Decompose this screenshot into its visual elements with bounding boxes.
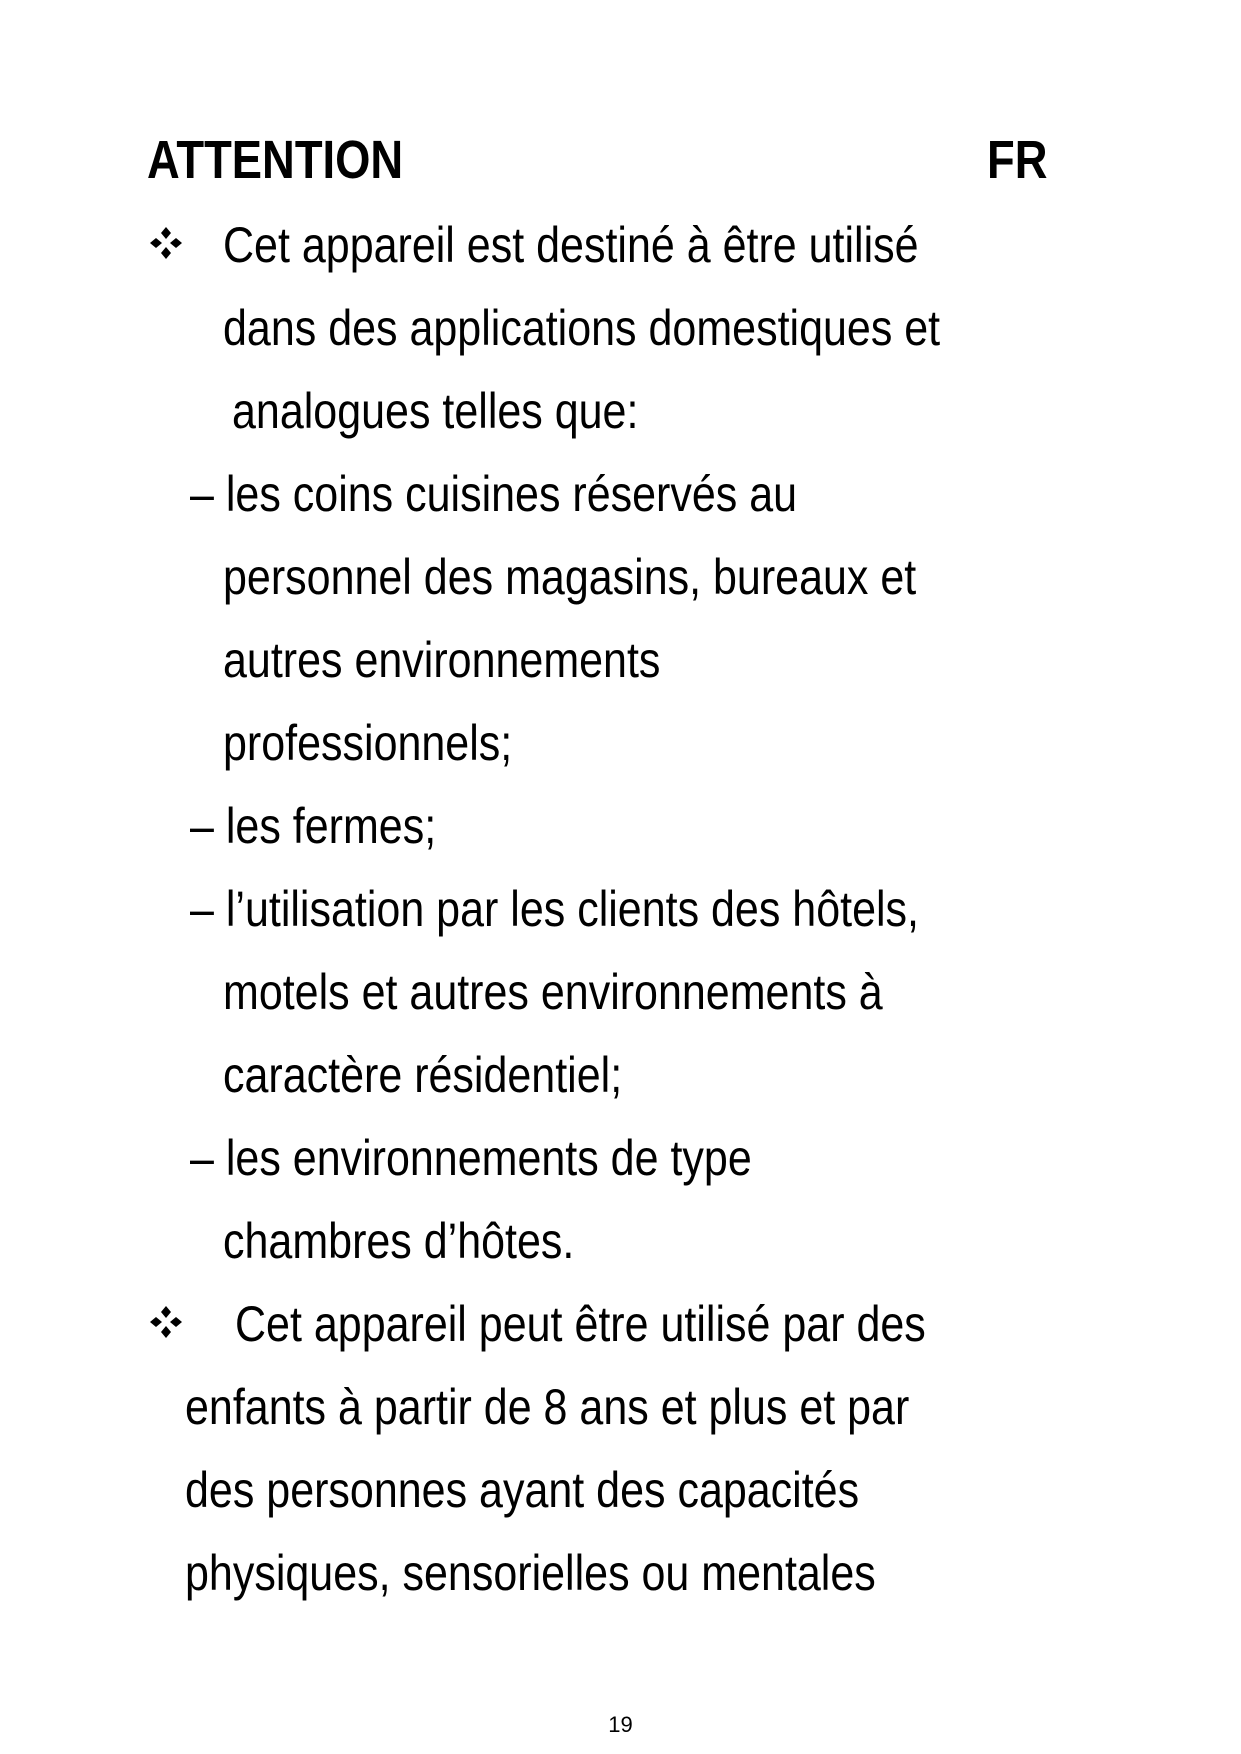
list-item-1-line-1: – les coins cuisines réservés au — [190, 466, 798, 522]
list-item-3-line-2: motels et autres environnements à — [223, 964, 883, 1020]
list-item-4-line-2: chambres d’hôtes. — [223, 1213, 575, 1269]
four-diamonds-bullet-icon — [148, 225, 184, 261]
bullet1-line-2: dans des applications domestiques et — [223, 300, 941, 356]
list-item-1-line-4: professionnels; — [223, 715, 513, 771]
list-item-2-line-1: – les fermes; — [190, 798, 437, 854]
list-item-3-line-1: – l’utilisation par les clients des hôtels, — [190, 881, 919, 937]
list-item-3-line-3: caractère résidentiel; — [223, 1047, 623, 1103]
list-item-1-line-2: personnel des magasins, bureaux et — [223, 549, 917, 605]
bullet2-line-2: enfants à partir de 8 ans et plus et par — [185, 1379, 910, 1435]
bullet2-line-4: physiques, sensorielles ou mentales — [185, 1545, 876, 1601]
bullet2-line-3: des personnes ayant des capacités — [185, 1462, 860, 1518]
bullet1-line-3: analogues telles que: — [232, 383, 639, 439]
bullet2-line-1: Cet appareil peut être utilisé par des — [235, 1296, 926, 1352]
four-diamonds-bullet-icon — [148, 1304, 184, 1340]
list-item-1-line-3: autres environnements — [223, 632, 661, 688]
heading-attention: ATTENTION — [147, 130, 404, 190]
page-number: 19 — [608, 1712, 633, 1737]
bullet1-line-1: Cet appareil est destiné à être utilisé — [223, 217, 919, 273]
list-item-4-line-1: – les environnements de type — [190, 1130, 752, 1186]
language-code: FR — [987, 130, 1048, 190]
